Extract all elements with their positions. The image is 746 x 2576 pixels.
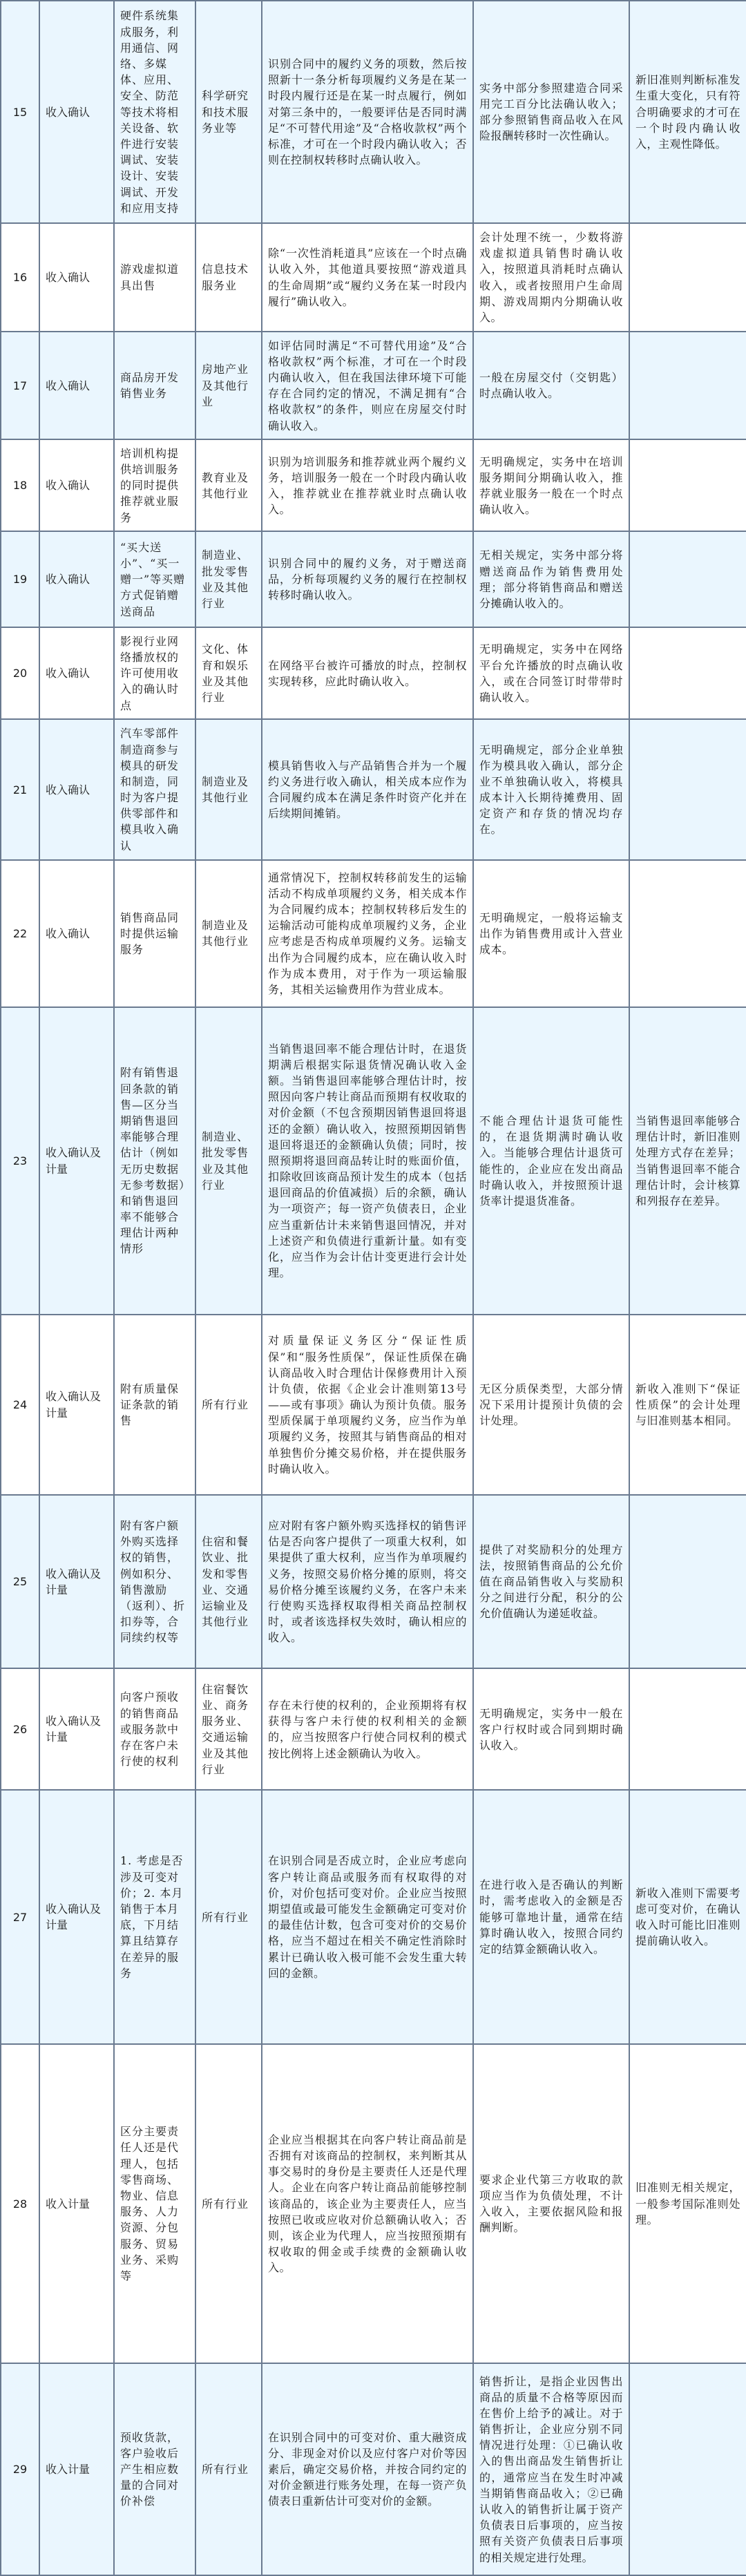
keyword-cell: 收入确认 (39, 332, 114, 440)
analysis-cell: 企业应当根据其在向客户转让商品前是否拥有对该商品的控制权，来判断其从事交易时的身份是主要责任人还是代理人。企业在向客户转让商品前能够控制该商品的，该企业为主要责任人，应当按照已收或应收对价总额确认收入；否则，该企业为代理人，应当按照预期有权收取的佣金或手续费的金额确认收入。 (262, 2044, 473, 2363)
analysis-cell: 除“一次性消耗道具”应该在一个时点确认收入外，其他道具要按照“游戏道具的生命周期”或“履约义务在某一时段内履行”确认收入。 (262, 223, 473, 332)
industry-cell: 住宿餐饮业、商务服务业、交通运输业及其他行业 (195, 1668, 262, 1790)
analysis-cell: 如评估同时满足“不可替代用途”及“合格收款权”两个标准，才可在一个时段内确认收入，但在我国法律环境下可能存在合同约定的情况，不满足拥有“合格收款权”的条件，则应在房屋交付时确认收入。 (262, 332, 473, 440)
row-number: 22 (1, 860, 39, 1007)
keyword-cell: 收入确认及计量 (39, 1007, 114, 1315)
keyword-cell: 收入确认 (39, 1, 114, 223)
impact-cell: 新旧准则判断标准发生重大变化，只有符合明确要求的才可在一个时段内确认收入，主观性降低。 (629, 1, 746, 223)
row-number: 28 (1, 2044, 39, 2363)
table-row (1, 2363, 746, 2575)
impact-cell (629, 1495, 746, 1668)
industry-cell: 制造业、批发零售业及其他行业 (195, 1007, 262, 1315)
keyword-cell: 收入确认 (39, 719, 114, 860)
old-practice-cell: 要求企业代第三方收取的款项应当作为负债处理，不计入收入，主要依据风险和报酬判断。 (473, 2044, 629, 2363)
analysis-cell: 模具销售收入与产品销售合并为一个履约义务进行收入确认，相关成本应作为合同履约成本在满足条件时资产化并在后续期间摊销。 (262, 719, 473, 860)
industry-cell: 科学研究和技术服务业等 (195, 1, 262, 223)
table-row (1, 719, 746, 860)
business-cell: 商品房开发销售业务 (114, 332, 195, 440)
analysis-cell: 在识别合同是否成立时，企业应考虑向客户转让商品或服务而有权取得的对价，对价包括可变对价。企业应当按照期望值或最可能发生金额确定可变对价的最佳估计数，包含可变对价的交易价格，应当不超过在相关不确定性消除时累计已确认收入极可能不会发生重大转回的金额。 (262, 1790, 473, 2044)
business-cell: 汽车零部件制造商参与模具的研发和制造，同时为客户提供零部件和模具收入确认 (114, 719, 195, 860)
analysis-cell: 通常情况下，控制权转移前发生的运输活动不构成单项履约义务，相关成本作为合同履约成本；控制权转移后发生的运输活动可能构成单项履约义务，企业应考虑是否构成单项履约义务。运输支出作为合同履约成本，应在确认收入时作为成本费用，对于作为一项运输服务，其相关运输费用作为营业成本。 (262, 860, 473, 1007)
business-cell: 硬件系统集成服务，利用通信、网络、多媒体、应用、安全、防范等技术将相关设备、软件进行安装调试、安装设计、安装调试、开发和应用支持 (114, 1, 195, 223)
impact-cell (629, 719, 746, 860)
industry-cell: 所有行业 (195, 1315, 262, 1495)
table-row (1, 223, 746, 332)
old-practice-cell: 不能合理估计退货可能性的，在退货期满时确认收入。当能够合理估计退货可能性的，企业应在发出商品时确认收入，并按照预计退货率计提退货准备。 (473, 1007, 629, 1315)
analysis-cell: 在网络平台被许可播放的时点，控制权实现转移，应此时确认收入。 (262, 627, 473, 719)
analysis-cell: 当销售退回率不能合理估计时，在退货期满后根据实际退货情况确认收入金额。当销售退回率能够合理估计时，按照因向客户转让商品而预期有权收取的对价金额（不包含预期因销售退回将退还的金额）确认收入，按照预期因销售退回将退还的金额确认负债；同时，按照预期将退回商品转让时的账面价值，扣除收回该商品预计发生的成本（包括退回商品的价值减损）后的余额，确认为一项资产；每一资产负债表日，企业应当重新估计未来销售退回情况，并对上述资产和负债进行重新计量。如有变化，应当作为会计估计变更进行会计处理。 (262, 1007, 473, 1315)
row-number: 18 (1, 439, 39, 531)
business-cell: 附有销售退回条款的销售—区分当期销售退回率能够合理估计（例如无历史数据无参考数据）和销售退回率不能够合理估计两种情形 (114, 1007, 195, 1315)
impact-cell (629, 439, 746, 531)
business-cell: 1. 考虑是否涉及可变对价；2. 本月销售于本月底，下月结算且结算存在差异的服务 (114, 1790, 195, 2044)
old-practice-cell: 实务中部分参照建造合同采用完工百分比法确认收入；部分参照销售商品收入在风险报酬转移时一次性确认。 (473, 1, 629, 223)
old-practice-cell: 无明确规定，一般将运输支出作为销售费用或计入营业成本。 (473, 860, 629, 1007)
keyword-cell: 收入确认 (39, 627, 114, 719)
impact-cell (629, 223, 746, 332)
row-number: 25 (1, 1495, 39, 1668)
table-row (1, 860, 746, 1007)
industry-cell: 教育业及其他行业 (195, 439, 262, 531)
old-practice-cell: 无明确规定，实务中在培训服务期间分期确认收入，推荐就业服务一般在一个时点确认收入。 (473, 439, 629, 531)
table-row (1, 439, 746, 531)
industry-cell: 文化、体育和娱乐业及其他行业 (195, 627, 262, 719)
table-row (1, 531, 746, 627)
impact-cell: 当销售退回率能够合理估计时，新旧准则处理方式存在差异；当销售退回率不能合理估计时，会计核算和列报存在差异。 (629, 1007, 746, 1315)
business-cell: 附有质量保证条款的销售 (114, 1315, 195, 1495)
impact-cell (629, 860, 746, 1007)
old-practice-cell: 无相关规定，实务中部分将赠送商品作为销售费用处理；部分将销售商品和赠送分摊确认收入的。 (473, 531, 629, 627)
row-number: 23 (1, 1007, 39, 1315)
row-number: 24 (1, 1315, 39, 1495)
table-row (1, 1790, 746, 2044)
keyword-cell: 收入确认及计量 (39, 1315, 114, 1495)
row-number: 27 (1, 1790, 39, 2044)
table-row (1, 332, 746, 440)
keyword-cell: 收入确认 (39, 531, 114, 627)
keyword-cell: 收入确认及计量 (39, 1790, 114, 2044)
business-cell: “买大送小”、“买一赠一”等买赠方式促销赠送商品 (114, 531, 195, 627)
impact-cell: 新收入准则下需要考虑可变对价，在确认收入时可能比旧准则提前确认收入。 (629, 1790, 746, 2044)
row-number: 15 (1, 1, 39, 223)
old-practice-cell: 销售折让，是指企业因售出商品的质量不合格等原因而在售价上给予的减让。对于销售折让，企业应分别不同情况进行处理：①已确认收入的售出商品发生销售折让的，通常应当在发生时冲减当期销售商品收入；②已确认收入的销售折让属于资产负债表日后事项的，应当按照有关资产负债表日后事项的相关规定进行处理。 (473, 2363, 629, 2575)
business-cell: 培训机构提供培训服务的同时提供推荐就业服务 (114, 439, 195, 531)
business-cell: 游戏虚拟道具出售 (114, 223, 195, 332)
keyword-cell: 收入确认及计量 (39, 1495, 114, 1668)
row-number: 29 (1, 2363, 39, 2575)
table-row (1, 1315, 746, 1495)
row-number: 16 (1, 223, 39, 332)
old-practice-cell: 一般在房屋交付（交钥匙）时点确认收入。 (473, 332, 629, 440)
analysis-cell: 在识别合同中的可变对价、重大融资成分、非现金对价以及应付客户对价等因素后，确定交易价格，并按合同约定的对价金额进行账务处理，在每一资产负债表日重新估计可变对价的金额。 (262, 2363, 473, 2575)
impact-cell (629, 332, 746, 440)
table-row (1, 627, 746, 719)
industry-cell: 制造业、批发零售业及其他行业 (195, 531, 262, 627)
analysis-cell: 识别合同中的履约义务的项数，然后按照新十一条分析每项履约义务是在某一时段内履行还是在某一时点履行，例如对第三条中的，一般要评估是否同时满足“不可替代用途”及“合格收款权”两个标准，才可在一个时段内确认收入；否则在控制权转移时点确认收入。 (262, 1, 473, 223)
business-cell: 附有客户额外购买选择权的销售，例如积分、销售激励（返利）、折扣券等，合同续约权等 (114, 1495, 195, 1668)
business-cell: 向客户预收的销售商品或服务款中存在客户未行使的权利 (114, 1668, 195, 1790)
table-row (1, 2044, 746, 2363)
old-practice-cell: 在进行收入是否确认的判断时，需考虑收入的金额是否能够可靠地计量，通常在结算时确认收入，按照合同约定的结算金额确认收入。 (473, 1790, 629, 2044)
table-row (1, 1668, 746, 1790)
keyword-cell: 收入确认 (39, 439, 114, 531)
analysis-cell: 对质量保证义务区分“保证性质保”和“服务性质保”，保证性质保在确认商品收入时合理估计保修费用计入预计负债，依据《企业会计准则第13号——或有事项》确认为预计负债。服务型质保属于单项履约义务，应当作为单项履约义务，按照其与销售商品的相对单独售价分摊交易价格，并在提供服务时确认收入。 (262, 1315, 473, 1495)
table-row (1, 1, 746, 223)
industry-cell: 住宿和餐饮业、批发和零售业、交通运输业及其他行业 (195, 1495, 262, 1668)
old-practice-cell: 无明确规定，实务中在网络平台允许播放的时点确认收入，或在合同签订时带带时确认收入。 (473, 627, 629, 719)
impact-cell (629, 531, 746, 627)
old-practice-cell: 无明确规定，实务中一般在客户行权时或合同到期时确认收入。 (473, 1668, 629, 1790)
industry-cell: 所有行业 (195, 2363, 262, 2575)
industry-cell: 制造业及其他行业 (195, 860, 262, 1007)
industry-cell: 所有行业 (195, 2044, 262, 2363)
business-cell: 影视行业网络播放权的许可使用收入的确认时点 (114, 627, 195, 719)
table-body (1, 1, 746, 2575)
keyword-cell: 收入确认 (39, 860, 114, 1007)
business-cell: 销售商品同时提供运输服务 (114, 860, 195, 1007)
industry-cell: 制造业及其他行业 (195, 719, 262, 860)
industry-cell: 所有行业 (195, 1790, 262, 2044)
table-row (1, 1495, 746, 1668)
row-number: 26 (1, 1668, 39, 1790)
industry-cell: 房地产业及其他行业 (195, 332, 262, 440)
business-cell: 预收货款，客户验收后产生相应数量的合同对价补偿 (114, 2363, 195, 2575)
analysis-cell: 识别合同中的履约义务，对于赠送商品，分析每项履约义务的履行在控制权转移时确认收入。 (262, 531, 473, 627)
keyword-cell: 收入计量 (39, 2363, 114, 2575)
analysis-cell: 识别为培训服务和推荐就业两个履约义务，培训服务一般在一个时段内确认收入，推荐就业在推荐就业时点确认收入。 (262, 439, 473, 531)
impact-cell: 旧准则无相关规定，一般参考国际准则处理。 (629, 2044, 746, 2363)
old-practice-cell: 无区分质保类型，大部分情况下采用计提预计负债的会计处理。 (473, 1315, 629, 1495)
row-number: 17 (1, 332, 39, 440)
old-practice-cell: 无明确规定，部分企业单独作为模具收入确认，部分企业不单独确认收入，将模具成本计入长期待摊费用、固定资产和存货的情况均存在。 (473, 719, 629, 860)
keyword-cell: 收入计量 (39, 2044, 114, 2363)
old-practice-cell: 会计处理不统一，少数将游戏虚拟道具销售时确认收入，按照道具消耗时点确认收入，或者按照用户生命周期、游戏周期内分期确认收入。 (473, 223, 629, 332)
keyword-cell: 收入确认 (39, 223, 114, 332)
old-practice-cell: 提供了对奖励积分的处理方法，按照销售商品的公允价值在商品销售收入与奖励积分之间进行分配，积分的公允价值确认为递延收益。 (473, 1495, 629, 1668)
impact-cell (629, 627, 746, 719)
row-number: 20 (1, 627, 39, 719)
impact-cell: 新收入准则下“保证性质保”的会计处理与旧准则基本相同。 (629, 1315, 746, 1495)
table-row (1, 1007, 746, 1315)
keyword-cell: 收入确认及计量 (39, 1668, 114, 1790)
row-number: 19 (1, 531, 39, 627)
industry-cell: 信息技术服务业 (195, 223, 262, 332)
impact-cell (629, 1668, 746, 1790)
business-cell: 区分主要责任人还是代理人，包括零售商场、物业、信息服务、人力资源、分包服务、贸易业务、采购等 (114, 2044, 195, 2363)
impact-cell (629, 2363, 746, 2575)
row-number: 21 (1, 719, 39, 860)
analysis-cell: 应对附有客户额外购买选择权的销售评估是否向客户提供了一项重大权利，如果提供了重大权利，应当作为单项履约义务，按照交易价格分摊的原则，将交易价格分摊至该履约义务，在客户未来行使购买选择权取得相关商品控制权时，或者该选择权失效时，确认相应的收入。 (262, 1495, 473, 1668)
analysis-cell: 存在未行使的权利的，企业预期将有权获得与客户未行使的权利相关的金额的，应当按照客户行使合同权利的模式按比例将上述金额确认为收入。 (262, 1668, 473, 1790)
